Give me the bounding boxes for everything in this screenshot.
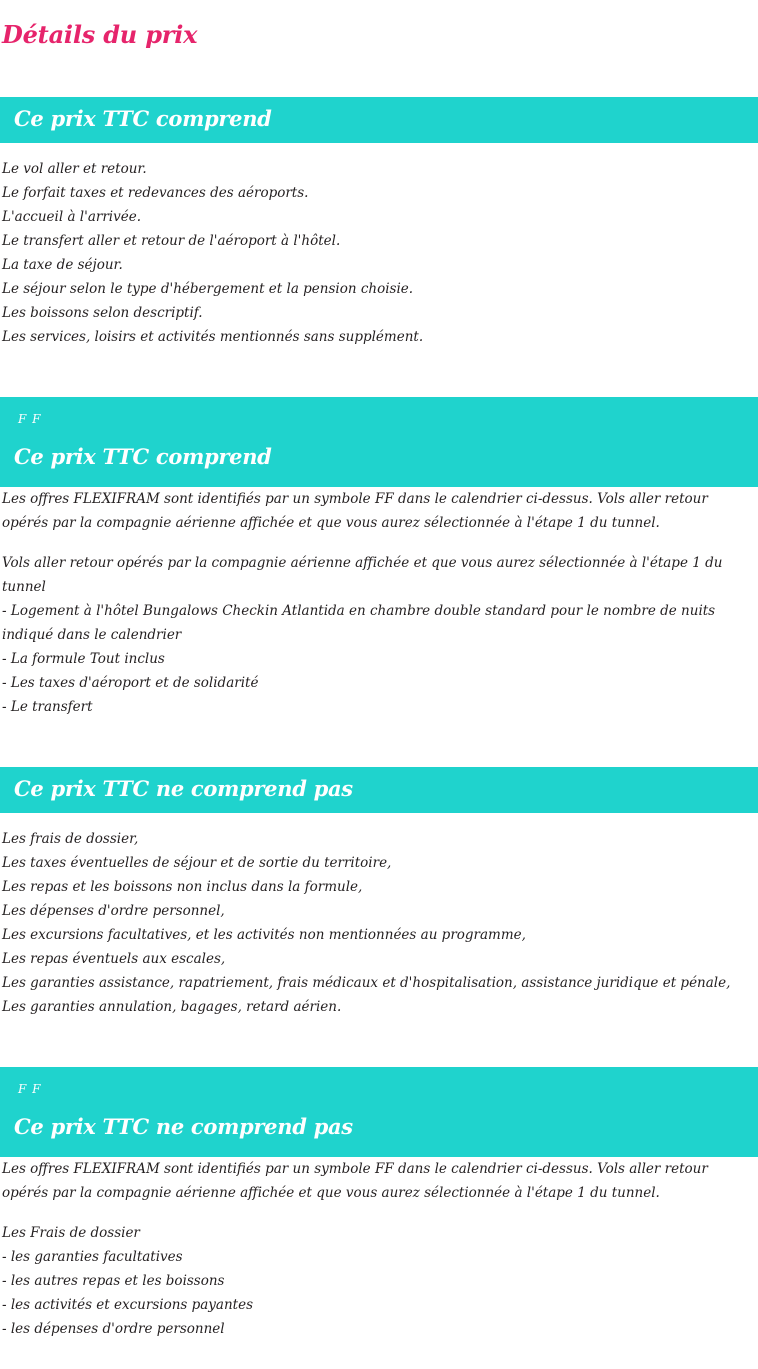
flexifram-intro-text: Les offres FLEXIFRAM sont identifiés par un symbole FF dans le calendrier ci-dessus. Vols aller retour opérés par la compagnie aérienne affichée et que vous aurez sélectionnée à l'étape 1 du tunnel.	[2, 491, 708, 531]
page-title: Détails du prix	[2, 20, 198, 49]
list-item: - les autres repas et les boissons	[2, 1273, 225, 1289]
list-item: Le transfert aller et retour de l'aéroport à l'hôtel.	[2, 233, 341, 249]
list-item: Les garanties assistance, rapatriement, frais médicaux et d'hospitalisation, assistance juridique et pénale,	[2, 975, 731, 991]
list-item: - les garanties facultatives	[2, 1249, 183, 1265]
list-item: Les repas et les boissons non inclus dans la formule,	[2, 879, 363, 895]
list-item: Les dépenses d'ordre personnel,	[2, 903, 225, 919]
list-item: Les Frais de dossier	[2, 1225, 140, 1241]
section-excludes-body	[0, 813, 758, 1019]
spacer	[0, 49, 758, 97]
list-item: Les services, loisirs et activités mentionnés sans supplément.	[2, 329, 424, 345]
list-item: - Logement à l'hôtel Bungalows Checkin Atlantida en chambre double standard pour le nombre de nuits indiqué dans le calendrier	[2, 603, 716, 643]
section-includes-flexifram	[0, 397, 758, 719]
section-includes-flexifram-heading: Ce prix TTC comprend	[14, 444, 272, 469]
list-item: Les garanties annulation, bagages, retard aérien.	[2, 999, 342, 1015]
list-item: L'accueil à l'arrivée.	[2, 209, 141, 225]
list-item: Les frais de dossier,	[2, 831, 139, 847]
flexifram-badge: F F	[18, 412, 42, 426]
spacer	[0, 719, 758, 767]
flexifram-badge: F F	[18, 1082, 42, 1096]
list-item: Le séjour selon le type d'hébergement et la pension choisie.	[2, 281, 414, 297]
section-excludes-heading: Ce prix TTC ne comprend pas	[14, 776, 353, 801]
section-includes-header	[0, 97, 758, 143]
list-item: Vols aller retour opérés par la compagnie aérienne affichée et que vous aurez sélectionnée à l'étape 1 du tunnel	[2, 555, 723, 595]
section-includes-heading: Ce prix TTC comprend	[14, 106, 272, 131]
section-includes-body	[0, 143, 758, 349]
list-item: Les boissons selon descriptif.	[2, 305, 203, 321]
section-excludes-flexifram-header	[0, 1067, 758, 1157]
list-item: Les excursions facultatives, et les activités non mentionnées au programme,	[2, 927, 526, 943]
section-excludes-flexifram	[0, 1067, 758, 1341]
spacer	[0, 349, 758, 397]
section-includes	[0, 97, 758, 349]
spacer	[0, 1341, 758, 1357]
list-item: - Les taxes d'aéroport et de solidarité	[2, 675, 259, 691]
list-item: - les activités et excursions payantes	[2, 1297, 254, 1313]
section-excludes	[0, 767, 758, 1019]
list-item: Les repas éventuels aux escales,	[2, 951, 226, 967]
list-item: Le vol aller et retour.	[2, 161, 147, 177]
flexifram-intro-text: Les offres FLEXIFRAM sont identifiés par un symbole FF dans le calendrier ci-dessus. Vols aller retour opérés par la compagnie aérienne affichée et que vous aurez sélectionnée à l'étape 1 du tunnel.	[2, 1161, 708, 1201]
list-item: - La formule Tout inclus	[2, 651, 165, 667]
section-includes-flexifram-header	[0, 397, 758, 487]
list-item: Les taxes éventuelles de séjour et de sortie du territoire,	[2, 855, 392, 871]
section-includes-flexifram-body	[0, 487, 758, 719]
section-excludes-flexifram-body	[0, 1157, 758, 1341]
section-excludes-flexifram-heading: Ce prix TTC ne comprend pas	[14, 1114, 353, 1139]
list-item: Le forfait taxes et redevances des aéroports.	[2, 185, 309, 201]
list-item: - Le transfert	[2, 699, 93, 715]
section-excludes-header	[0, 767, 758, 813]
list-item: La taxe de séjour.	[2, 257, 123, 273]
spacer	[0, 1019, 758, 1067]
list-item: - les dépenses d'ordre personnel	[2, 1321, 225, 1337]
